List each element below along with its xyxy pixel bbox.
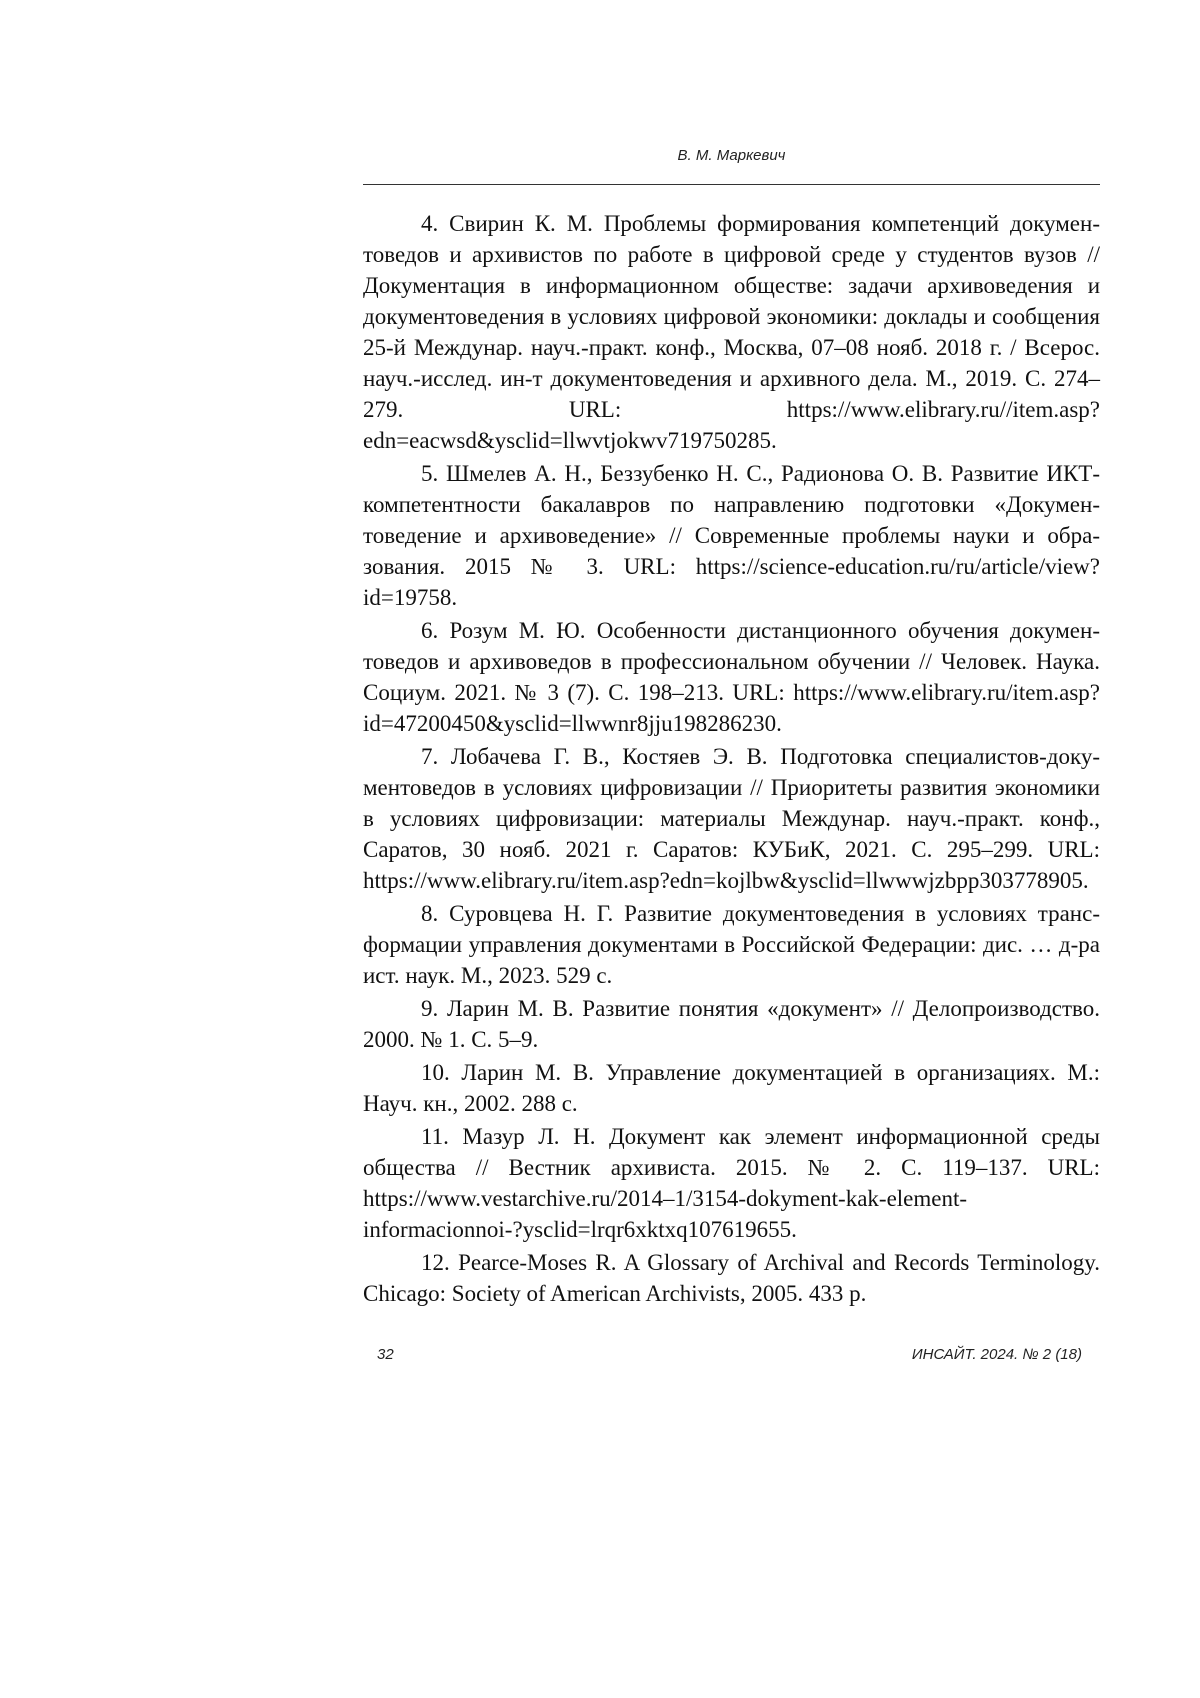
reference-item-10: 10. Ларин М. В. Управление документацией в организациях. М.: Науч. кн., 2002. 288 с.: [363, 1057, 1100, 1119]
reference-item-8: 8. Суровцева Н. Г. Развитие документоведения в условиях транс­формации управления документами в Российской Федерации: дис. … д-ра ист. наук. М., 2023. 529 с.: [363, 898, 1100, 991]
reference-item-4: 4. Свирин К. М. Проблемы формирования компетенций докумен­товедов и архивистов по работе в цифровой среде у студентов вузов // Документация в информационном обществе: задачи архивоведения и документоведения в условиях цифровой экономики: доклады и сооб­щения 25-й Междунар. науч.-практ. конф., Москва, 07–08 нояб. 2018 г. / Всерос. науч.-исслед. ин-т документоведения и архивного дела. М., 2019. С. 274–279. URL: https://www.elibrary.ru//item.asp?edn=eacwsd&ysclid=llwvtjokwv719750285.: [363, 208, 1100, 456]
reference-item-5: 5. Шмелев А. Н., Беззубенко Н. С., Радионова О. В. Развитие ИКТ-компетентности бакалавров по направлению подготовки «Докумен­товедение и архивоведение» // Современные проблемы науки и обра­зования. 2015 № 3. URL: https://science-education.ru/ru/article/view?id=19758.: [363, 458, 1100, 613]
page-number: 32: [377, 1346, 394, 1363]
journal-issue: ИНСАЙТ. 2024. № 2 (18): [912, 1346, 1082, 1363]
header-rule: [363, 184, 1100, 185]
reference-item-9: 9. Ларин М. В. Развитие понятия «документ» // Делопроизводст­во. 2000. № 1. С. 5–9.: [363, 993, 1100, 1055]
reference-item-6: 6. Розум М. Ю. Особенности дистанционного обучения докумен­товедов и архивоведов в профессиональном обучении // Человек. Нау­ка. Социум. 2021. № 3 (7). С. 198–213. URL: https://www.elibrary.ru/item.asp?id=47200450&ysclid=llwwnr8jju198286230.: [363, 615, 1100, 739]
reference-item-11: 11. Мазур Л. Н. Документ как элемент информационной среды общества // Вестник архивиста. 2015. № 2. С. 119–137. URL: https://www.vestarchive.ru/2014–1/3154-dokyment-kak-element-informacionnoi-?ysclid=lrqr6xktxq107619655.: [363, 1121, 1100, 1245]
reference-item-7: 7. Лобачева Г. В., Костяев Э. В. Подготовка специалистов-доку­ментоведов в условиях цифровизации // Приоритеты развития экономи­ки в условиях цифровизации: материалы Междунар. науч.-практ. конф., Саратов, 30 нояб. 2021 г. Саратов: КУБиК, 2021. С. 295–299. URL: https://www.elibrary.ru/item.asp?edn=kojlbw&ysclid=llwwwjzbpp303778905.: [363, 741, 1100, 896]
running-head-author: В. М. Маркевич: [363, 147, 1100, 164]
reference-item-12: 12. Pearce-Moses R. A Glossary of Archival and Records Terminolo­gy. Chicago: Society of American Archivists, 2005. 433 p.: [363, 1247, 1100, 1309]
reference-list: [363, 208, 1100, 1311]
